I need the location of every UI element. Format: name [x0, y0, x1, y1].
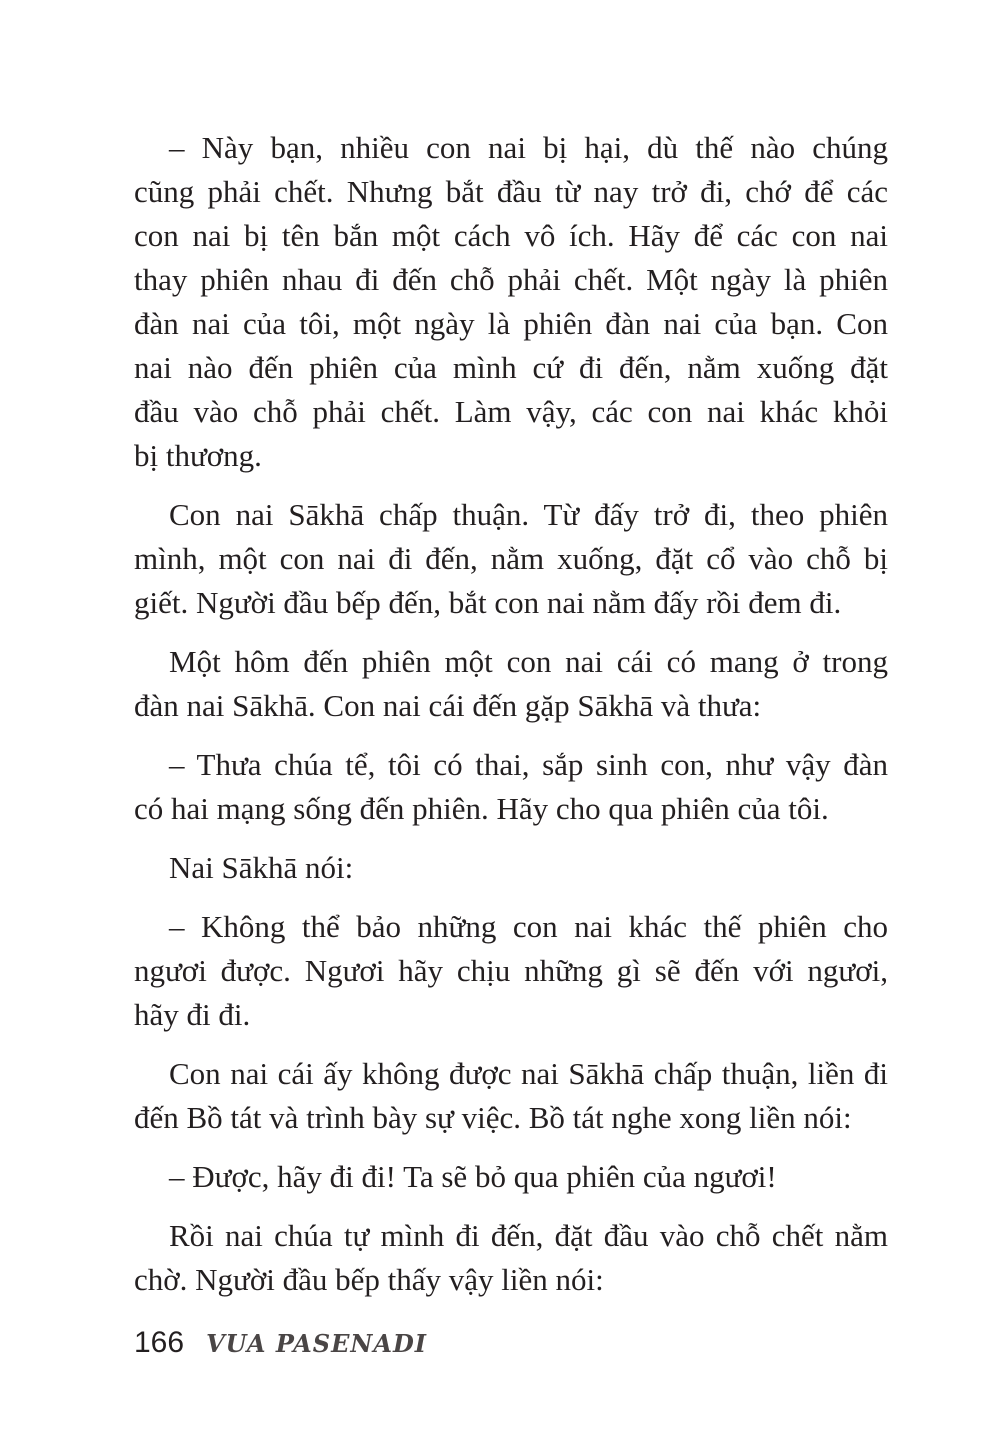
text-line: thay phiên nhau đi đến chỗ phải chết. Một ngày là phiên	[134, 262, 888, 297]
text-line: Rồi nai chúa tự mình đi đến, đặt đầu vào chỗ chết nằm	[169, 1218, 888, 1253]
text-line: Con nai Sākhā chấp thuận. Từ đấy trở đi, theo phiên	[169, 497, 888, 532]
text-line: Nai Sākhā nói:	[169, 850, 354, 885]
body-text	[134, 126, 888, 1317]
paragraph	[134, 640, 888, 728]
paragraph	[134, 126, 888, 478]
text-line: đến Bồ tát và trình bày sự việc. Bồ tát nghe xong liền nói:	[134, 1100, 852, 1135]
text-line: Một hôm đến phiên một con nai cái có mang ở trong	[169, 644, 888, 679]
paragraph	[134, 846, 888, 890]
text-line: đàn nai Sākhā. Con nai cái đến gặp Sākhā và thưa:	[134, 688, 762, 723]
text-line: – Này bạn, nhiều con nai bị hại, dù thế nào chúng	[169, 130, 888, 165]
text-line: cũng phải chết. Nhưng bắt đầu từ nay trở đi, chớ để các	[134, 174, 888, 209]
paragraph	[134, 743, 888, 831]
paragraph	[134, 493, 888, 625]
paragraph	[134, 1214, 888, 1302]
text-line: giết. Người đầu bếp đến, bắt con nai nằm đấy rồi đem đi.	[134, 585, 842, 620]
text-line: bị thương.	[134, 438, 262, 473]
text-line: hãy đi đi.	[134, 997, 251, 1032]
text-line: – Thưa chúa tể, tôi có thai, sắp sinh con, như vậy đàn	[169, 747, 888, 782]
text-line: – Được, hãy đi đi! Ta sẽ bỏ qua phiên của ngươi!	[169, 1159, 777, 1194]
text-line: nai nào đến phiên của mình cứ đi đến, nằm xuống đặt	[134, 350, 888, 385]
text-line: đàn nai của tôi, một ngày là phiên đàn nai của bạn. Con	[134, 306, 888, 341]
text-line: đầu vào chỗ phải chết. Làm vậy, các con nai khác khỏi	[134, 394, 888, 429]
text-line: chờ. Người đầu bếp thấy vậy liền nói:	[134, 1262, 604, 1297]
text-line: Con nai cái ấy không được nai Sākhā chấp thuận, liền đi	[169, 1056, 888, 1091]
running-title: VUA PASENADI	[206, 1328, 427, 1358]
page-number: 166	[134, 1326, 185, 1359]
page-footer	[134, 1326, 427, 1360]
paragraph	[134, 1052, 888, 1140]
text-line: có hai mạng sống đến phiên. Hãy cho qua phiên của tôi.	[134, 791, 829, 826]
text-line: ngươi được. Ngươi hãy chịu những gì sẽ đến với ngươi,	[134, 953, 888, 988]
paragraph	[134, 905, 888, 1037]
text-line: mình, một con nai đi đến, nằm xuống, đặt cổ vào chỗ bị	[134, 541, 888, 576]
text-line: con nai bị tên bắn một cách vô ích. Hãy để các con nai	[134, 218, 888, 253]
paragraph	[134, 1155, 888, 1199]
text-line: – Không thể bảo những con nai khác thế phiên cho	[169, 909, 888, 944]
